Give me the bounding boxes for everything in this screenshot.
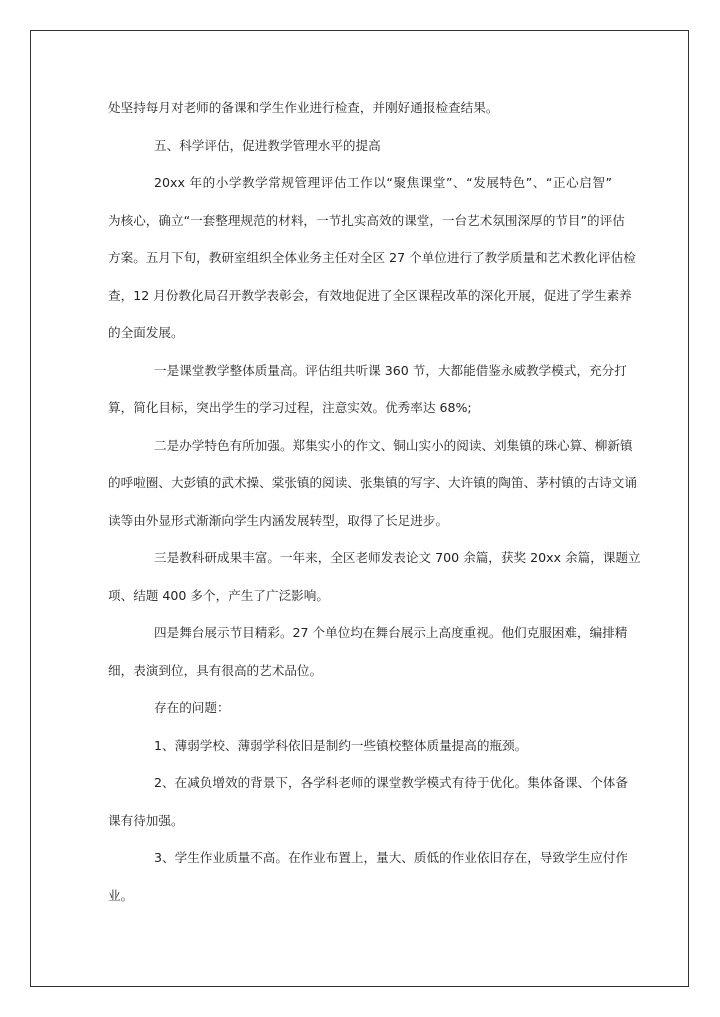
paragraph xyxy=(108,698,612,736)
text-line: 三是教科研成果丰富。一年来，全区老师发表论文 700 余篇，获奖 20xx 余篇，课题立 xyxy=(154,550,641,565)
text-line: 2、在减负增效的背景下，各学科老师的课堂教学模式有待于优化。集体备课、个体备 xyxy=(154,775,628,790)
paragraph xyxy=(108,173,636,361)
text-line: 业。 xyxy=(108,887,134,903)
text-line: 读等由外显形式渐渐向学生内涵发展转型，取得了长足进步。 xyxy=(108,512,449,528)
paragraph xyxy=(108,773,628,848)
text-line: 处坚持每月对老师的备课和学生作业进行检查，并刚好通报检查结果。 xyxy=(108,100,499,115)
text-line: 为核心，确立“一套整理规范的材料，一节扎实高效的课堂，一台艺术氛围深厚的节目”的评估 xyxy=(108,212,625,228)
text-line: 二是办学特色有所加强。郑集实小的作文、铜山实小的阅读、刘集镇的珠心算、柳新镇 xyxy=(154,437,633,453)
paragraph xyxy=(108,436,637,549)
document-body xyxy=(108,98,641,923)
paragraph xyxy=(108,736,612,774)
paragraph xyxy=(108,848,628,923)
text-line: 1、薄弱学校、薄弱学科依旧是制约一些镇校整体质量提高的瓶颈。 xyxy=(154,737,528,753)
text-line: 一是课堂教学整体质量高。评估组共听课 360 节，大都能借鉴永威教学模式，充分打 xyxy=(154,362,627,378)
text-line: 课有待加强。 xyxy=(108,812,184,828)
text-line: 20xx 年的小学教学常规管理评估工作以“聚焦课堂”、“发展特色”、“正心启智” xyxy=(154,175,612,190)
paragraph xyxy=(108,623,628,698)
text-line: 项、结题 400 多个，产生了广泛影响。 xyxy=(108,587,329,603)
text-line: 查，12 月份教化局召开教学表彰会，有效地促进了全区课程改革的深化开展，促进了学生素养 xyxy=(108,287,632,303)
paragraph xyxy=(108,361,627,436)
text-line: 的呼啦圈、大彭镇的武术操、棠张镇的阅读、张集镇的写字、大许镇的陶笛、茅村镇的古诗文诵 xyxy=(108,475,637,490)
text-line: 五、科学评估，促进教学管理水平的提高 xyxy=(154,137,381,153)
text-line: 四是舞台展示节目精彩。27 个单位均在舞台展示上高度重视。他们克服困难，编排精 xyxy=(154,625,628,640)
text-line: 方案。五月下旬，教研室组织全体业务主任对全区 27 个单位进行了教学质量和艺术教化评估检 xyxy=(108,250,636,265)
text-line: 的全面发展。 xyxy=(108,325,184,340)
text-line: 存在的问题： xyxy=(154,700,230,715)
paragraph xyxy=(108,548,641,623)
paragraph xyxy=(108,98,612,136)
text-line: 算，简化目标，突出学生的学习过程，注意实效。优秀率达 68%; xyxy=(108,400,472,415)
text-line: 细，表演到位，具有很高的艺术品位。 xyxy=(108,662,323,678)
paragraph xyxy=(108,136,612,174)
text-line: 3、学生作业质量不高。在作业布置上，量大、质低的作业依旧存在，导致学生应付作 xyxy=(154,850,628,865)
